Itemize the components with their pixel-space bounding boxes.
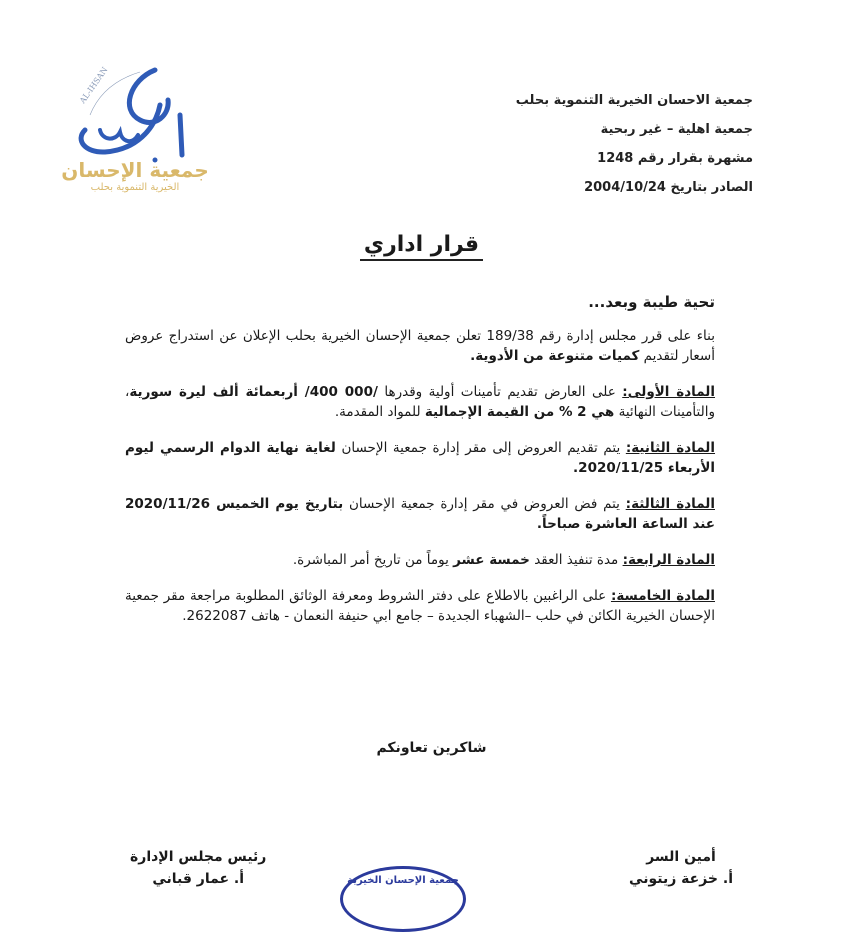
org-registration-date: الصادر بتاريخ 2004/10/24 <box>584 180 753 195</box>
article-text: على العارض تقديم تأمينات أولية وقدرها <box>377 384 623 400</box>
signature-secretary <box>629 846 733 890</box>
org-registration: مشهرة بقرار رقم 1248 <box>597 151 753 166</box>
article-5 <box>125 586 715 626</box>
signature-title: رئيس مجلس الإدارة <box>130 849 267 865</box>
intro-text: بناء على قرر مجلس إدارة رقم 189/38 تعلن جمعية الإحسان الخيرية بحلب الإعلان عن استدراج عروض أسعار لتقديم <box>125 328 715 364</box>
article-bold-text: بتاريخ يوم الخميس 2020/11/26 عند الساعة العاشرة صباحاً. <box>125 496 715 532</box>
article-label: المادة الرابعة: <box>622 552 715 568</box>
document-title <box>0 232 843 257</box>
article-bold-text: /000 400/ أربعمائة ألف ليرة سورية <box>129 384 378 400</box>
article-1 <box>125 382 715 422</box>
article-text: يتم تقديم العروض إلى مقر إدارة جمعية الإحسان <box>335 440 626 456</box>
article-text: يوماً من تاريخ أمر المباشرة. <box>292 552 454 568</box>
stamp-text: جمعية الإحسان الخيرية <box>347 875 459 886</box>
logo-arabic-subtitle: الخيرية التنموية بحلب <box>90 182 180 193</box>
closing-line: شاكرين تعاونكم <box>376 740 487 756</box>
article-bold-text: لغاية نهاية الدوام الرسمي ليوم الأربعاء 2020/11/25. <box>125 440 715 476</box>
article-text: ، والتأمينات النهائية <box>125 384 715 420</box>
logo-latin-name: AL-IHSAN <box>78 65 110 106</box>
intro-bold-text: كميات متنوعة من الأدوية. <box>470 348 640 364</box>
signature-chairman <box>130 846 266 890</box>
org-type: جمعية اهلية – غير ربحية <box>600 122 753 137</box>
article-text: على الراغبين بالاطلاع على دفتر الشروط ومعرفة الوثائق المطلوبة مراجعة مقر جمعية الإحسان الخيرية الكائن في حلب –الشهباء الجديدة – جامع ابي حنيفة النعمان - هاتف 2622087. <box>125 588 715 624</box>
article-text: مدة تنفيذ العقد <box>529 552 623 568</box>
article-label: المادة الخامسة: <box>610 588 715 604</box>
official-stamp <box>340 866 466 932</box>
signature-name: أ. عمار قباني <box>152 871 245 887</box>
document-title-text: قرار اداري <box>360 232 483 261</box>
article-label: المادة الأولى: <box>622 384 715 400</box>
signature-name: أ. خزعة زيتوني <box>629 871 733 887</box>
article-text: للمواد المقدمة. <box>334 404 425 420</box>
organization-info <box>453 86 753 202</box>
article-label: المادة الثانية: <box>625 440 716 456</box>
greeting: تحية طيبة وبعد... <box>588 293 715 311</box>
logo-arabic-name: جمعية الإحسان <box>61 158 209 182</box>
org-name: جمعية الاحسان الخيرية التنموية بحلب <box>515 93 753 108</box>
organization-logo <box>60 60 210 200</box>
article-2 <box>125 438 715 478</box>
article-4 <box>125 550 715 570</box>
article-text: يتم فض العروض في مقر إدارة جمعية الإحسان <box>343 496 626 512</box>
signature-title: أمين السر <box>646 849 716 865</box>
article-3 <box>125 494 715 534</box>
article-bold-text: هي 2 % من القيمة الإجمالية <box>424 404 615 420</box>
article-bold-text: خمسة عشر <box>453 552 530 568</box>
intro-paragraph <box>125 326 715 366</box>
article-label: المادة الثالثة: <box>625 496 715 512</box>
document-body <box>125 292 715 642</box>
